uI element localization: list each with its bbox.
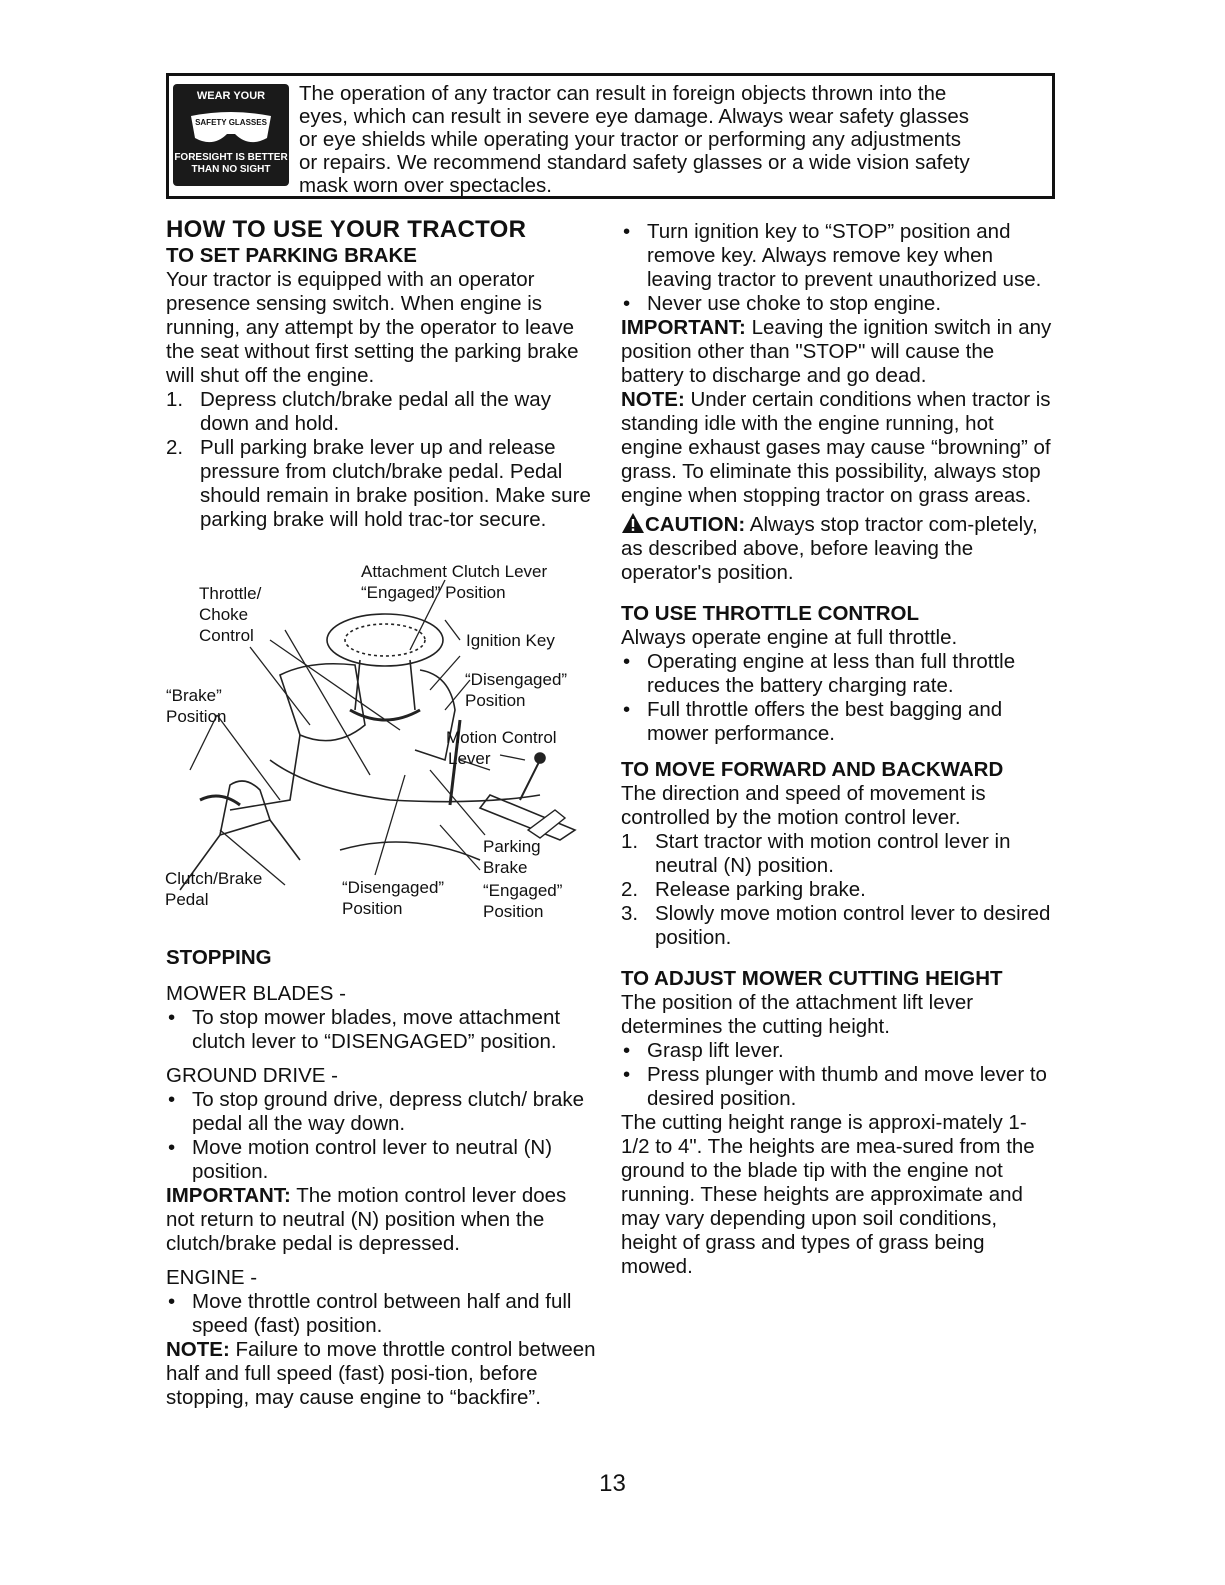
label-parking-brake: [483, 836, 541, 878]
label-disengaged-position: [465, 669, 567, 711]
mower-blades-subheading: MOWER BLADES -: [166, 982, 346, 1005]
label-engaged-position: [483, 880, 562, 922]
label-line: “Engaged” Position: [361, 583, 506, 602]
bullet: •: [623, 1063, 631, 1086]
label-line: Control: [199, 626, 254, 645]
move-step: [621, 830, 1053, 878]
label-line: Position: [465, 691, 526, 710]
step-text: Slowly move motion control lever to desired position.: [655, 902, 1051, 949]
label-line: Brake: [483, 858, 528, 877]
banner-line: or repairs. We recommend standard safety glasses or a wide vision safety: [299, 151, 970, 174]
caution-note: [621, 512, 1053, 585]
label-line: “Disengaged”: [342, 878, 445, 897]
bullet: •: [168, 1006, 176, 1029]
step-text: Pull parking brake lever up and release pressure from clutch/brake pedal. Pedal should remain in brake position. Make sure parking brake will hold trac-tor secure.: [200, 436, 591, 531]
note-label: NOTE:: [166, 1338, 230, 1361]
warning-triangle-icon: [621, 512, 645, 534]
list-item: [621, 1063, 1053, 1111]
list-item-text: Grasp lift lever.: [647, 1039, 784, 1062]
important-note: [621, 316, 1053, 388]
cutting-outro: The cutting height range is approxi-mately 1-1/2 to 4". The heights are mea-sured from the ground to the blade tip with the engine not running. These heights are approximate and may vary depending upon soil conditions, height of grass and types of grass being mowed.: [621, 1111, 1035, 1278]
step-number: 2.: [166, 436, 184, 459]
throttle-intro: Always operate engine at full throttle.: [621, 626, 958, 649]
list-item-text: To stop mower blades, move attachment clutch lever to “DISENGAGED” position.: [192, 1006, 561, 1053]
bullet: •: [623, 650, 631, 673]
label-brake-position: [166, 685, 226, 727]
label-clutch-brake-pedal: [165, 868, 262, 910]
move-heading: TO MOVE FORWARD AND BACKWARD: [621, 758, 1004, 781]
label-line: Lever: [448, 749, 491, 768]
bullet: •: [168, 1290, 176, 1313]
throttle-heading: TO USE THROTTLE CONTROL: [621, 602, 920, 625]
parking-step: [166, 388, 596, 436]
step-text: Depress clutch/brake pedal all the way down and hold.: [200, 388, 551, 435]
list-item: [166, 1006, 596, 1054]
list-item-text: Move motion control lever to neutral (N) position.: [192, 1136, 553, 1183]
bullet: •: [623, 1039, 631, 1062]
bullet: •: [623, 220, 631, 243]
caution-label: CAUTION:: [645, 513, 746, 536]
section-title: HOW TO USE YOUR TRACTOR: [166, 216, 527, 243]
label-line: Throttle/: [199, 584, 262, 603]
label-line: Position: [483, 902, 544, 921]
page-number: 13: [599, 1470, 626, 1497]
note: [621, 388, 1053, 508]
note-label: NOTE:: [621, 388, 685, 411]
cutting-intro: The position of the attachment lift lever determines the cutting height.: [621, 991, 974, 1038]
bullet: •: [168, 1136, 176, 1159]
step-text: Release parking brake.: [655, 878, 866, 901]
badge-bottom-line-2: THAN NO SIGHT: [191, 164, 271, 175]
list-item-text: Full throttle offers the best bagging and mower performance.: [647, 698, 1003, 745]
safety-glasses-badge: [173, 84, 289, 186]
important-text: Leaving the ignition switch in any position other than "STOP" will cause the battery to discharge and go dead.: [621, 316, 1052, 387]
safety-banner: [166, 73, 1055, 199]
list-item: [621, 220, 1053, 292]
step-number: 1.: [621, 830, 639, 853]
parking-intro: Your tractor is equipped with an operator presence sensing switch. When engine is running, any attempt by the operator to leave the seat without first setting the parking brake will shut off the engine.: [166, 268, 579, 387]
important-label: IMPORTANT:: [166, 1184, 291, 1207]
label-throttle-choke: [199, 583, 261, 646]
important-note: [166, 1184, 596, 1256]
list-item-text: Never use choke to stop engine.: [647, 292, 942, 315]
list-item: [166, 1290, 596, 1338]
list-item: [621, 292, 1053, 316]
list-item: [621, 698, 1053, 746]
banner-line: The operation of any tractor can result in foreign objects thrown into the: [299, 82, 947, 105]
list-item: [621, 650, 1053, 698]
parking-brake-heading: TO SET PARKING BRAKE: [166, 244, 417, 267]
label-line: Position: [342, 899, 403, 918]
label-line: “Disengaged”: [465, 670, 568, 689]
note-text: Under certain conditions when tractor is standing idle with the engine running, hot engine exhaust gases may cause “browning” of grass. To eliminate this possibility, always stop engine when stopping tractor on grass areas.: [621, 388, 1051, 507]
right-column: [621, 220, 1053, 1279]
label-line: Motion Control: [446, 728, 557, 747]
move-step: [621, 878, 1053, 902]
banner-line: or eye shields while operating your tractor or performing any adjustments: [299, 128, 962, 151]
engine-subheading: ENGINE -: [166, 1266, 258, 1289]
list-item: [166, 1136, 596, 1184]
list-item-text: Move throttle control between half and full speed (fast) position.: [192, 1290, 572, 1337]
badge-mid-text: SAFETY GLASSES: [195, 118, 267, 127]
cutting-height-heading: TO ADJUST MOWER CUTTING HEIGHT: [621, 967, 1003, 990]
list-item-text: Press plunger with thumb and move lever to desired position.: [647, 1063, 1047, 1110]
label-ignition-key: Ignition Key: [466, 631, 555, 650]
label-line: Pedal: [165, 890, 209, 909]
move-step: [621, 902, 1053, 950]
move-intro: The direction and speed of movement is controlled by the motion control lever.: [621, 782, 986, 829]
list-item: [621, 1039, 1053, 1063]
list-item: [166, 1088, 596, 1136]
parking-step: [166, 436, 596, 532]
label-line: Attachment Clutch Lever: [361, 562, 548, 581]
note: [166, 1338, 596, 1410]
bullet: •: [623, 698, 631, 721]
banner-text: [299, 82, 1049, 197]
label-line: Clutch/Brake: [165, 869, 263, 888]
step-text: Start tractor with motion control lever in neutral (N) position.: [655, 830, 1011, 877]
bullet: •: [168, 1088, 176, 1111]
badge-bottom-text: [173, 152, 289, 176]
bullet: •: [623, 292, 631, 315]
left-column-bottom: [166, 946, 596, 1410]
left-column-top: [166, 218, 596, 532]
banner-line: eyes, which can result in severe eye damage. Always wear safety glasses: [299, 105, 969, 128]
list-item-text: Operating engine at less than full throttle reduces the battery charging rate.: [647, 650, 1016, 697]
note-text: Failure to move throttle control between half and full speed (fast) posi-tion, before stopping, may cause engine to “backfire”.: [166, 1338, 596, 1409]
badge-bottom-line-1: FORESIGHT IS BETTER: [174, 152, 288, 163]
step-number: 1.: [166, 388, 184, 411]
label-line: “Engaged”: [483, 881, 563, 900]
label-motion-control-lever: [446, 727, 557, 769]
stopping-heading: STOPPING: [166, 946, 272, 969]
list-item-text: To stop ground drive, depress clutch/ brake pedal all the way down.: [192, 1088, 584, 1135]
list-item-text: Turn ignition key to “STOP” position and remove key. Always remove key when leaving tractor to prevent unauthorized use.: [647, 220, 1042, 291]
ground-drive-subheading: GROUND DRIVE -: [166, 1064, 338, 1087]
label-line: Parking: [483, 837, 541, 856]
caution-text: Always stop tractor com-pletely, as described above, before leaving the operator's position.: [621, 513, 1038, 584]
safety-glasses-icon: [187, 108, 275, 148]
important-label: IMPORTANT:: [621, 316, 746, 339]
label-line: Position: [166, 707, 227, 726]
label-line: Choke: [199, 605, 249, 624]
step-number: 3.: [621, 902, 639, 925]
banner-line: mask worn over spectacles.: [299, 174, 552, 197]
step-number: 2.: [621, 878, 639, 901]
badge-top-text: WEAR YOUR: [196, 90, 266, 102]
label-line: “Brake”: [166, 686, 222, 705]
label-disengaged-position-2: [342, 877, 444, 919]
important-text: The motion control lever does not return to neutral (N) position when the clutch/brake pedal is depressed.: [166, 1184, 567, 1255]
label-attachment-clutch-lever: [361, 561, 547, 603]
